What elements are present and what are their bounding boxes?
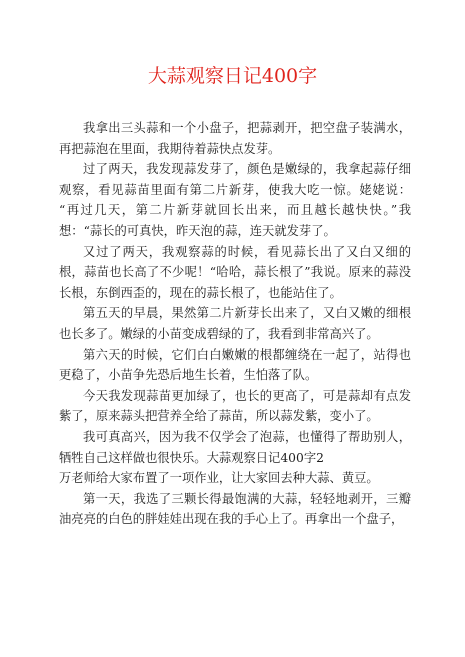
text-line: 我可真高兴，因为我不仅学会了泡蒜，也懂得了帮助别人， (83, 429, 411, 444)
text-line: 第六天的时候，它们白白嫩嫩的根都缠绕在一起了，站得也 (83, 347, 411, 362)
text-line: 牺牲自己这样做也很快乐。大蒜观察日记400字2 (59, 450, 324, 465)
text-line: 再把蒜泡在里面，我期待着蒜快点发芽。 (59, 141, 281, 156)
text-line: 油亮亮的白色的胖娃娃出现在我的手心上了。再拿出一个盘子， (59, 512, 404, 527)
text-line: 第五天的早晨，果然第二片新芽长出来了，又白又嫩的细根 (83, 306, 411, 321)
text-line: 更稳了，小苗争先恐后地生长着，生怕落了队。 (59, 368, 318, 383)
document-body (59, 118, 411, 530)
text-line: 也长多了。嫩绿的小苗变成碧绿的了，我看到非常高兴了。 (59, 326, 379, 341)
text-line: 紫了，原来蒜头把营养全给了蒜苗，所以蒜发紫，变小了。 (59, 409, 379, 424)
text-line: 万老师给大家布置了一项作业，让大家回去种大蒜、黄豆。 (59, 471, 379, 486)
text-line: 长根，东倒西歪的，现在的蒜长根了，也能站住了。 (59, 285, 342, 300)
text-line: 过了两天，我发现蒜发芽了，颜色是嫩绿的，我拿起蒜仔细 (83, 162, 411, 177)
text-line: 根，蒜苗也长高了不少呢！“哈哈，蒜长根了”我说。原来的蒜没 (59, 265, 411, 280)
document-title: 大蒜观察日记400字 (147, 65, 318, 87)
text-line: 今天我发现蒜苗更加绿了，也长的更高了，可是蒜却有点发 (83, 388, 411, 403)
text-line: 又过了两天，我观察蒜的时候，看见蒜长出了又白又细的 (83, 244, 411, 259)
text-line: 想：“蒜长的可真快，昨天泡的蒜，连天就发芽了。 (59, 223, 336, 238)
text-line: 我拿出三头蒜和一个小盘子，把蒜剥开，把空盘子装满水， (83, 121, 411, 135)
text-line: “再过几天，第二片新芽就回长出来，而且越长越快快。”我 (59, 203, 411, 218)
text-line: 第一天，我选了三颗长得最饱满的大蒜，轻轻地剥开，三瓣 (83, 491, 411, 506)
text-line: 观察，看见蒜苗里面有第二片新芽，使我大吃一惊。姥姥说： (59, 182, 411, 197)
